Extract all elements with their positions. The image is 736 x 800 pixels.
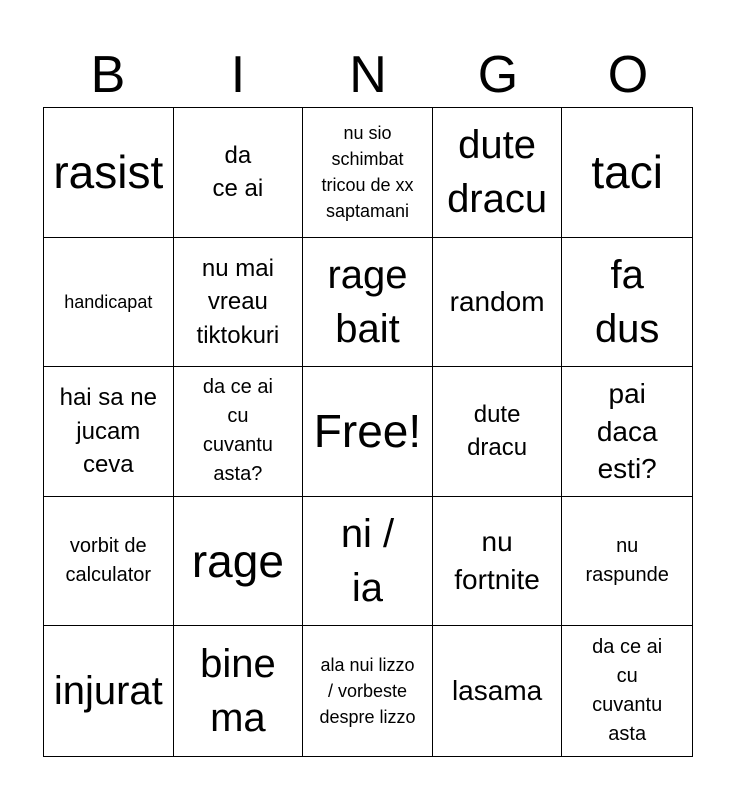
cell-text: rage bait [327, 252, 408, 351]
cell-text: nu mai vreau tiktokuri [196, 254, 280, 349]
bingo-title [43, 44, 693, 106]
cell-text: nu sio schimbat tricou de xx saptamani [321, 123, 414, 222]
bingo-cell-r3c1[interactable] [44, 367, 174, 497]
bingo-cell-r5c5[interactable] [562, 626, 692, 756]
cell-text: da ce ai cu cuvantu asta [592, 636, 663, 746]
cell-text: handicapat [64, 291, 153, 312]
bingo-cell-r1c5[interactable] [562, 108, 692, 238]
cell-text: ala nui lizzo / vorbeste despre lizzo [319, 655, 416, 728]
bingo-cell-r3c4[interactable] [433, 367, 563, 497]
title-letter-o: O [607, 46, 649, 104]
cell-text: rasist [53, 145, 164, 198]
bingo-cell-r3c2[interactable] [174, 367, 304, 497]
cell-text: rage [191, 534, 284, 587]
bingo-cell-r5c3[interactable] [303, 626, 433, 756]
title-letter-b: B [90, 46, 126, 104]
cell-text: ni / ia [340, 512, 395, 611]
cell-text: dute dracu [467, 400, 528, 462]
cell-text: da ce ai [212, 141, 264, 203]
bingo-cell-r4c1[interactable] [44, 497, 174, 627]
bingo-cell-free[interactable] [303, 367, 433, 497]
cell-text: pai daca esti? [596, 377, 658, 485]
cell-text: nu raspunde [585, 535, 669, 587]
cell-text: vorbit de calculator [65, 535, 152, 587]
bingo-cell-r1c4[interactable] [433, 108, 563, 238]
cell-text: da ce ai cu cuvantu asta? [202, 376, 273, 486]
bingo-cell-r3c5[interactable] [562, 367, 692, 497]
bingo-cell-r2c4[interactable] [433, 238, 563, 368]
bingo-cell-r5c4[interactable] [433, 626, 563, 756]
title-letter-i: I [230, 46, 246, 104]
free-space-text: Free! [313, 405, 422, 458]
bingo-cell-r1c2[interactable] [174, 108, 304, 238]
bingo-cell-r5c1[interactable] [44, 626, 174, 756]
bingo-cell-r5c2[interactable] [174, 626, 304, 756]
bingo-cell-r4c4[interactable] [433, 497, 563, 627]
cell-text: fa dus [594, 252, 660, 351]
bingo-cell-r2c3[interactable] [303, 238, 433, 368]
bingo-cell-r4c3[interactable] [303, 497, 433, 627]
bingo-cell-r2c5[interactable] [562, 238, 692, 368]
cell-text: lasama [451, 675, 543, 707]
bingo-board [43, 107, 693, 757]
cell-text: dute dracu [447, 123, 548, 222]
bingo-cell-r4c5[interactable] [562, 497, 692, 627]
cell-text: nu fortnite [454, 526, 540, 596]
cell-text: hai sa ne jucam ceva [59, 384, 157, 479]
bingo-cell-r2c1[interactable] [44, 238, 174, 368]
cell-text: bine ma [200, 642, 276, 741]
cell-text: taci [591, 145, 663, 198]
title-letter-g: G [477, 46, 519, 104]
bingo-cell-r4c2[interactable] [174, 497, 304, 627]
bingo-cell-r1c3[interactable] [303, 108, 433, 238]
cell-text: random [449, 285, 545, 317]
bingo-cell-r2c2[interactable] [174, 238, 304, 368]
title-letter-n: N [349, 46, 387, 104]
bingo-cell-r1c1[interactable] [44, 108, 174, 238]
cell-text: injurat [53, 669, 163, 714]
